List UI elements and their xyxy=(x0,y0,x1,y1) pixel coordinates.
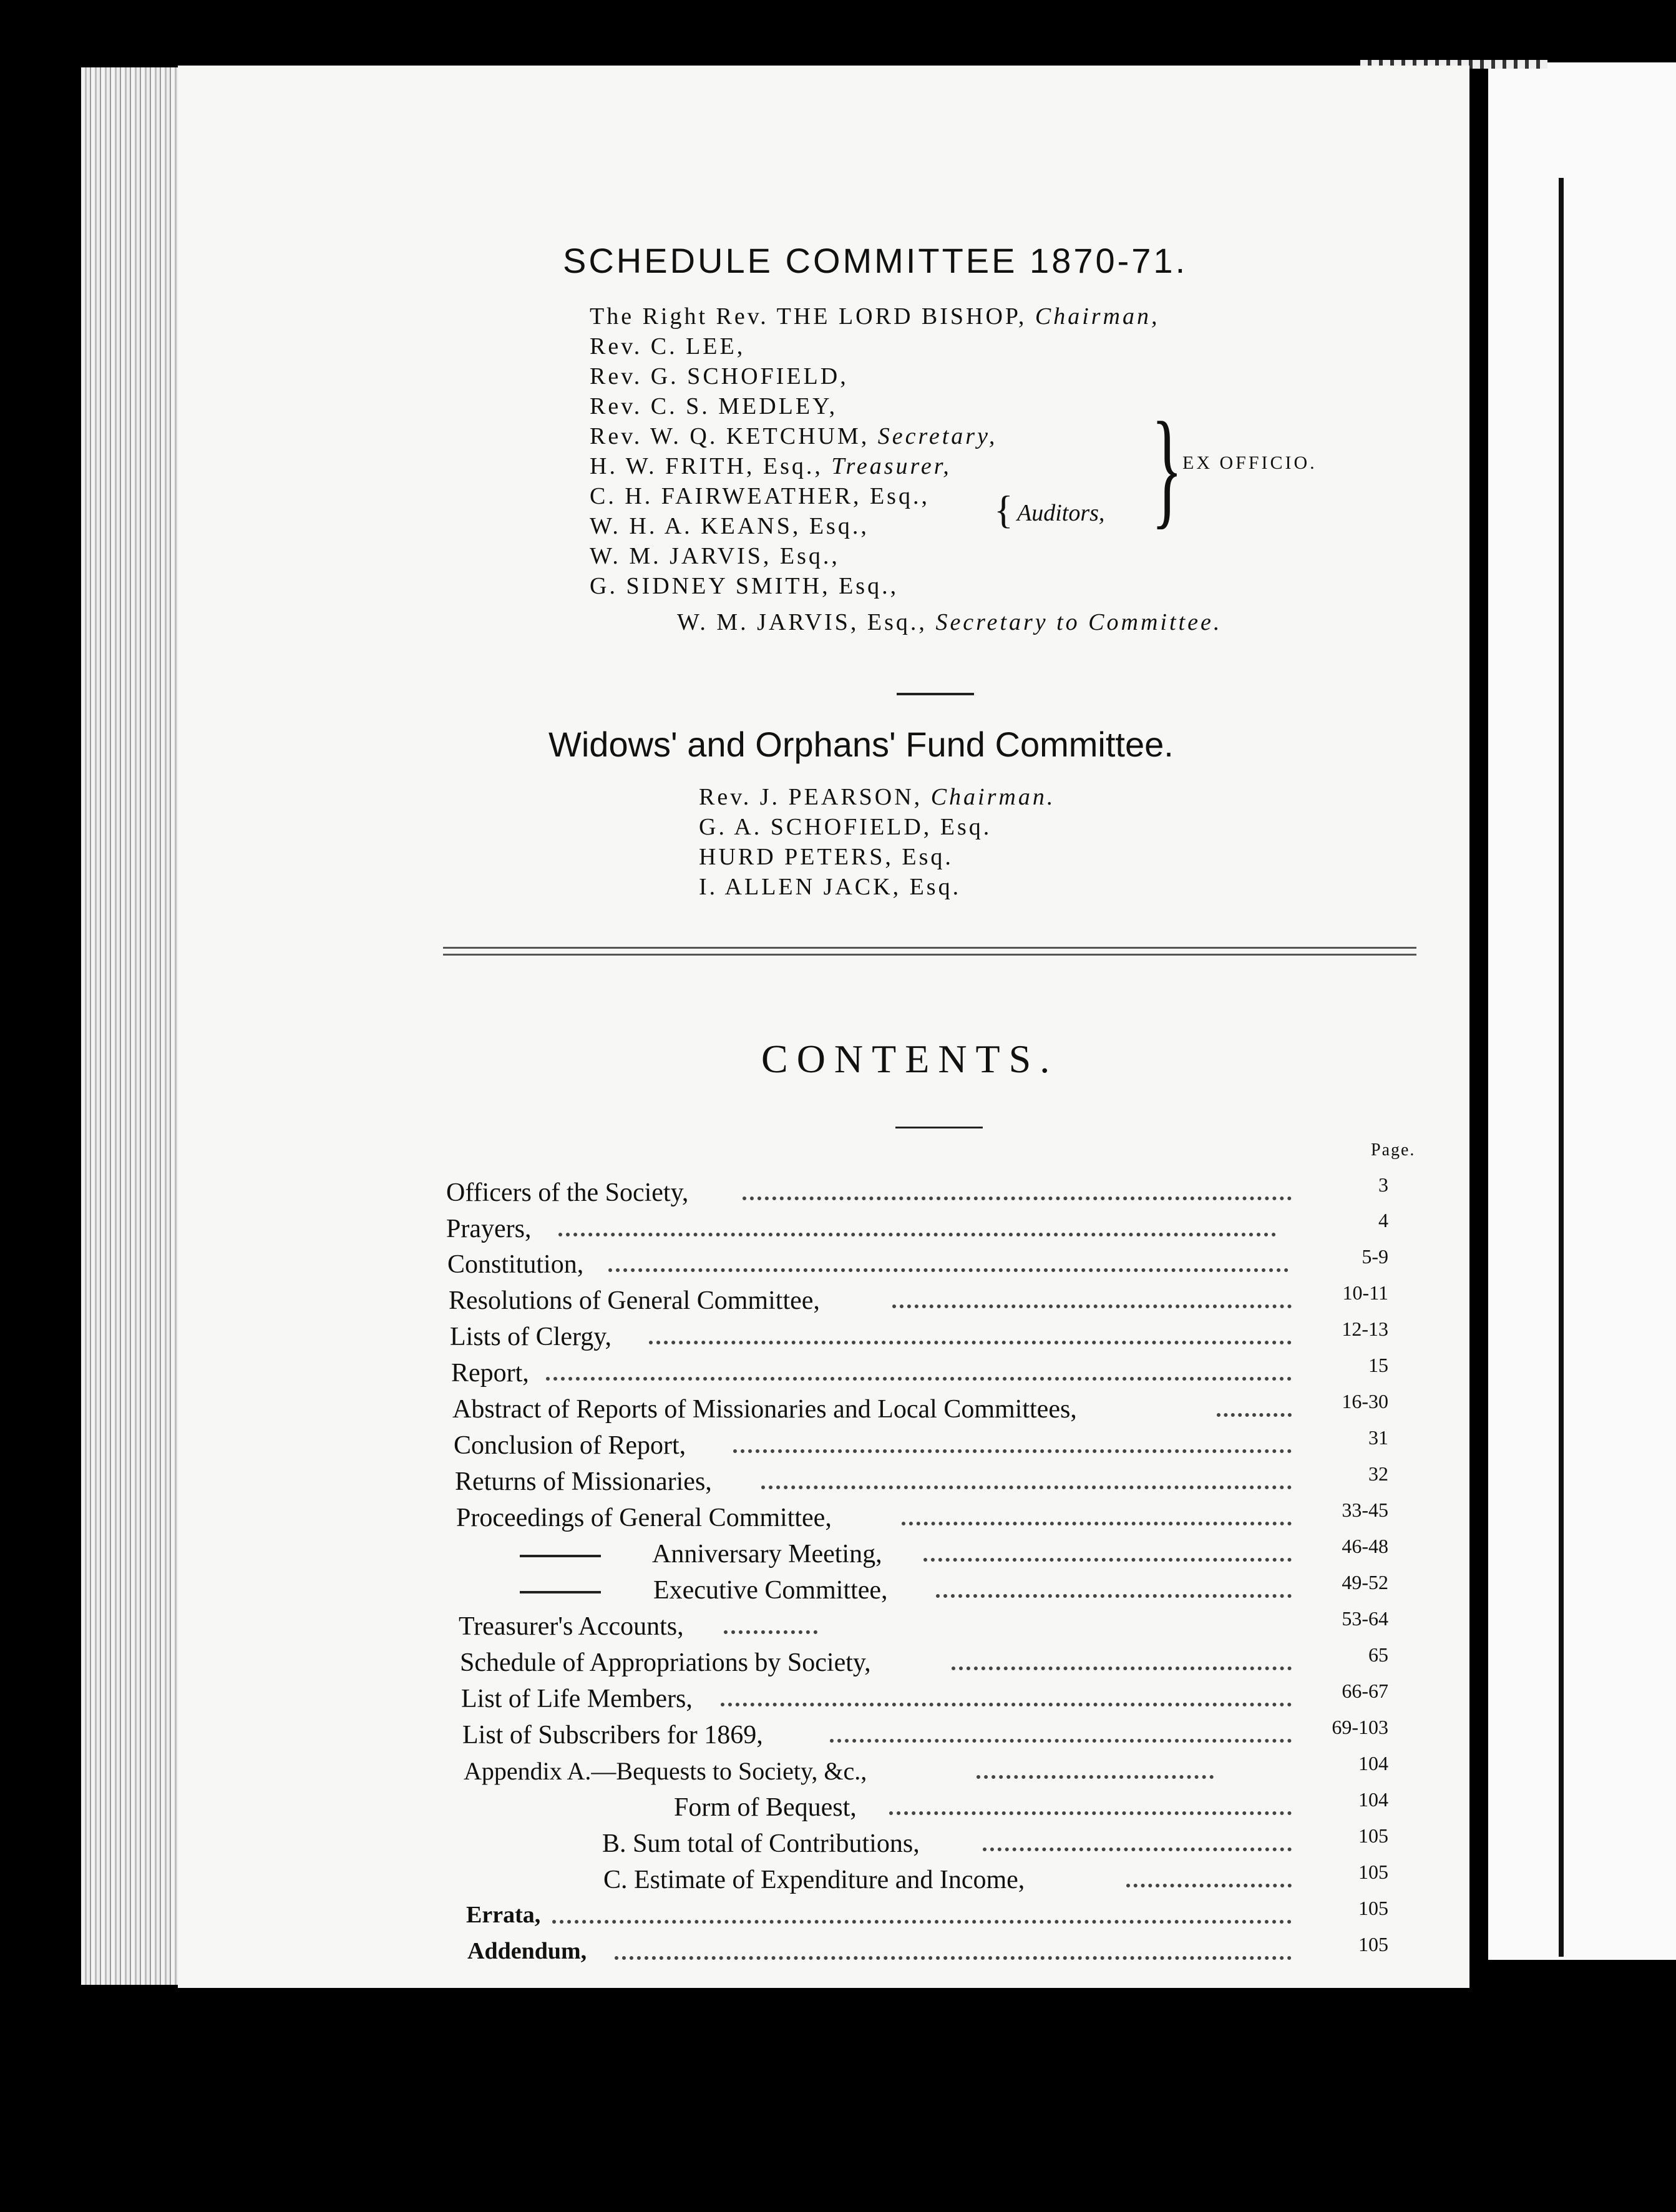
leader-dots xyxy=(936,1594,1292,1598)
page-number: 65 xyxy=(1368,1643,1388,1666)
contents-entry: List of Life Members, xyxy=(461,1685,693,1713)
committee-secretary: W. M. JARVIS, Esq., Secretary to Committee. xyxy=(677,609,1222,635)
contents-entry: Lists of Clergy, xyxy=(450,1323,611,1351)
leader-dots xyxy=(546,1377,1292,1381)
book-page-edges xyxy=(81,67,181,1985)
leader-dots xyxy=(724,1630,817,1634)
leader-dots xyxy=(721,1703,1292,1706)
divider xyxy=(897,693,974,695)
member-3: Rev. G. SCHOFIELD, xyxy=(590,363,849,389)
ex-officio-brace: } xyxy=(1151,396,1183,541)
member-10: G. SIDNEY SMITH, Esq., xyxy=(590,573,899,599)
contents-entry: Schedule of Appropriations by Society, xyxy=(460,1648,871,1677)
double-rule-bottom xyxy=(443,954,1416,956)
page-number: 3 xyxy=(1378,1173,1388,1196)
contents-entry: Returns of Missionaries, xyxy=(455,1467,712,1496)
member-1: The Right Rev. THE LORD BISHOP, Chairman, xyxy=(590,303,1160,330)
contents-entry: Proceedings of General Committee, xyxy=(456,1504,832,1532)
page-number: 69-103 xyxy=(1332,1716,1388,1738)
contents-entry: Abstract of Reports of Missionaries and Local Committees, xyxy=(452,1395,1077,1424)
member-8: W. H. A. KEANS, Esq., xyxy=(590,513,869,539)
contents-entry: Appendix A.—Bequests to Society, &c., xyxy=(464,1757,867,1785)
contents-entry: C. Estimate of Expenditure and Income, xyxy=(603,1866,1025,1894)
contents-entry: Executive Committee, xyxy=(653,1576,888,1605)
member-2: Rev. C. LEE, xyxy=(590,333,746,360)
contents-entry: Constitution, xyxy=(447,1250,584,1279)
contents-entry: B. Sum total of Contributions, xyxy=(602,1829,920,1858)
contents-entry: Treasurer's Accounts, xyxy=(459,1612,684,1641)
page-number: 105 xyxy=(1358,1933,1388,1955)
leader-dots xyxy=(1217,1413,1292,1417)
leader-dots xyxy=(902,1522,1292,1525)
contents-entry: Addendum, xyxy=(467,1938,587,1964)
page-number: 10-11 xyxy=(1342,1281,1388,1304)
ditto-rule xyxy=(520,1591,601,1593)
leader-dots xyxy=(615,1956,1292,1960)
page-number: 46-48 xyxy=(1342,1535,1388,1557)
page-number: 32 xyxy=(1368,1462,1388,1485)
leader-dots xyxy=(977,1775,1214,1779)
leader-dots xyxy=(608,1268,1289,1272)
page-number: 5-9 xyxy=(1362,1245,1388,1268)
member-6: H. W. FRITH, Esq., Treasurer, xyxy=(590,453,952,479)
member-4: Rev. C. S. MEDLEY, xyxy=(590,393,838,419)
contents-entry: Anniversary Meeting, xyxy=(652,1540,882,1568)
contents-divider xyxy=(895,1127,983,1128)
leader-dots xyxy=(889,1811,1292,1815)
page-number: 66-67 xyxy=(1342,1680,1388,1702)
leader-dots xyxy=(830,1739,1292,1743)
ex-officio-label: EX OFFICIO. xyxy=(1182,453,1317,473)
auditors-brace: { xyxy=(994,487,1013,532)
leader-dots xyxy=(1126,1884,1292,1887)
leader-dots xyxy=(923,1558,1292,1562)
schedule-title: SCHEDULE COMMITTEE 1870-71. xyxy=(563,241,1188,280)
page-number: 53-64 xyxy=(1342,1607,1388,1630)
contents-entry: Prayers, xyxy=(446,1215,532,1243)
facing-page xyxy=(1488,62,1676,1960)
leader-dots xyxy=(892,1304,1292,1308)
facing-page-border xyxy=(1559,178,1564,1957)
widows-member-1: Rev. J. PEARSON, Chairman. xyxy=(699,784,1056,810)
page-number: 104 xyxy=(1358,1788,1388,1811)
widows-member-3: HURD PETERS, Esq. xyxy=(699,844,953,870)
contents-title: CONTENTS. xyxy=(761,1037,1059,1081)
contents-entry: Form of Bequest, xyxy=(674,1793,857,1822)
contents-entry: List of Subscribers for 1869, xyxy=(462,1721,763,1750)
page-column-header: Page. xyxy=(1371,1140,1416,1160)
page-number: 31 xyxy=(1368,1426,1388,1449)
leader-dots xyxy=(552,1920,1292,1924)
page-number: 4 xyxy=(1378,1209,1388,1231)
leader-dots xyxy=(649,1341,1292,1344)
ditto-rule xyxy=(520,1555,601,1557)
page-number: 105 xyxy=(1358,1824,1388,1847)
leader-dots xyxy=(558,1233,1276,1236)
page-number: 105 xyxy=(1358,1861,1388,1883)
page-number: 16-30 xyxy=(1342,1390,1388,1412)
member-9: W. M. JARVIS, Esq., xyxy=(590,543,840,569)
auditors-label: Auditors, xyxy=(1017,500,1105,526)
member-5: Rev. W. Q. KETCHUM, Secretary, xyxy=(590,423,998,449)
contents-entry: Conclusion of Report, xyxy=(454,1431,686,1460)
contents-entry: Report, xyxy=(451,1359,529,1387)
page-number: 49-52 xyxy=(1342,1571,1388,1593)
leader-dots xyxy=(952,1666,1292,1670)
page-number: 105 xyxy=(1358,1897,1388,1919)
page-number: 15 xyxy=(1368,1354,1388,1376)
leader-dots xyxy=(983,1847,1292,1851)
leader-dots xyxy=(761,1485,1292,1489)
page-number: 104 xyxy=(1358,1752,1388,1774)
contents-entry: Errata, xyxy=(466,1902,541,1928)
widows-member-2: G. A. SCHOFIELD, Esq. xyxy=(699,814,992,840)
page-number: 12-13 xyxy=(1342,1318,1388,1340)
contents-entry: Resolutions of General Committee, xyxy=(449,1286,820,1315)
page-number: 33-45 xyxy=(1342,1499,1388,1521)
double-rule-top xyxy=(443,947,1416,949)
leader-dots xyxy=(743,1197,1292,1200)
member-7: C. H. FAIRWEATHER, Esq., xyxy=(590,483,930,509)
leader-dots xyxy=(733,1449,1292,1453)
contents-entry: Officers of the Society, xyxy=(446,1178,689,1207)
widows-title: Widows' and Orphans' Fund Committee. xyxy=(548,725,1174,764)
book-page xyxy=(178,66,1469,1988)
widows-member-4: I. ALLEN JACK, Esq. xyxy=(699,874,962,900)
